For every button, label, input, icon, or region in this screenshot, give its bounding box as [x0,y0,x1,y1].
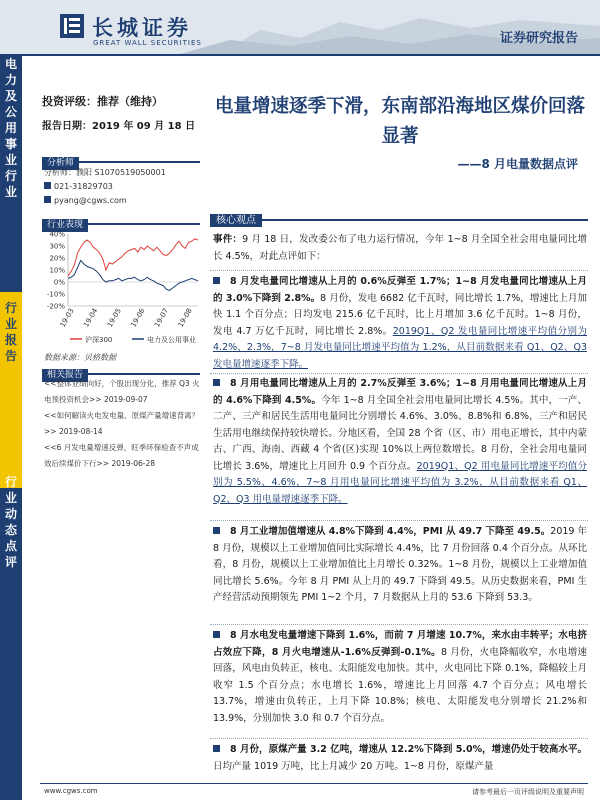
report-header [0,0,600,54]
x-tick-label: 19-08 [176,307,194,329]
para-text: 9 月 18 日，发改委公布了电力运行情况，今年 1~8 月全国全社会用电量同比增长 4.5%，对此点评如下： [213,234,587,262]
para-underline: 2019Q1、Q2 发电量同比增速平均值分别为 4.2%、2.3%，7~8 月发电量同比增速平均值为 1.2%，从目前数据来看 Q1、Q2、Q3 发电量增速逐季下降。 [213,325,587,370]
bullet-icon [213,379,220,386]
section-divider [210,373,588,374]
email-icon [44,196,51,203]
y-tick-label: -10% [46,290,65,299]
series-line-hs300 [68,239,198,276]
related-header-label: 相关报告 [42,369,88,382]
para-bold: 8 月发电量同比增速从上月的 0.6%反弹至 1.7%；1~8 月发电量同比增速从上月的 3.0%下降到 2.8%。 [213,276,587,304]
y-tick-label: 0% [53,278,65,287]
para-bold: 8 月工业增加值增速从 4.8%下降到 4.4%，PMI 从 49.7 下降至 49.5。 [230,526,551,537]
para-text: 日均产量 1019 万吨，比上月减少 20 万吨。1~8 月份，原煤产量 [213,760,494,772]
section-divider [210,738,588,739]
section-divider [210,520,588,521]
page-footer [0,780,600,800]
x-tick-label: 19-04 [82,307,100,329]
y-tick-label: 20% [49,254,65,263]
analyst-header-label: 分析师 [42,157,79,170]
data-source: 数据来源：贝格数据 [44,353,116,362]
core-view-label: 核心观点 [210,214,262,227]
legend-label: 电力及公用事业 [147,336,196,344]
para-text: 今年 1~8 月全国全社会用电量同比增长 4.5%。其中，一产、二产、三产和居民生活用电量同比分别增长 4.6%、3.0%、8.8%和 6.8%，三产和居民生活用电继续保持较快增长。分地区看，全国 28 个省（区、市）用电正增长，其中内蒙古、广西、海南、西藏 4 个省(区)实现 10%以上两位数增长。8 月份，全社会用电量同比增长 3.6%，增速比上月回升 0.9 个百分点。 [213,394,587,472]
legend-label: 沪深300 [85,336,113,344]
generation-paragraph [213,274,587,373]
analyst-section-header [42,150,200,168]
related-report-item[interactable]: <<整体业绩向好，个股出现分化，推荐 Q3 火电预投资机会>> 2019-09-07 [44,379,200,404]
y-tick-label: 30% [49,242,65,251]
report-type-label: 行业动态点评 [4,475,17,569]
analyst-phone: 021-31829703 [54,182,113,191]
report-type: 证券研究报告 [499,31,578,46]
footer-website[interactable]: www.cgws.com [44,787,98,795]
report-date: 报告日期：2019 年 09 月 18 日 [42,121,196,132]
industry-label: 电力及公用事业行业 [4,57,17,199]
footer-disclaimer: 请参考最后一页评级说明及重要声明 [472,788,584,796]
y-tick-label: 10% [49,266,65,275]
series-line-utilities [68,260,198,290]
section-divider [210,270,588,271]
report-title: 电量增速逐季下滑，东南部沿海地区煤价回落显著 [214,96,585,147]
para-text: 8 月份，火电降幅收窄，水电增速回落，风电由负转正，核电、太阳能发电加快。其中，火电同比下降 0.1%，降幅较上月收窄 1.5 个百分点；水电增长 1.6%，增速比上月回落 4.7 个百分点；风电增长 13.7%，增速由负转正，上月下降 10.8%；核电、太阳能发电分别增长 21.2%和 13.9%，分别加快 3.0 和 0.7 个百分点。 [213,646,587,724]
trend-section-header [42,212,200,230]
industry-performance-chart [40,228,202,350]
side-vertical-bar [0,56,22,800]
analyst-phone-row [44,180,166,194]
bullet-icon [213,277,220,284]
consumption-paragraph [213,376,587,508]
category-label: 行业报告 [4,301,17,363]
phone-icon [44,182,51,189]
x-tick-label: 19-07 [153,307,171,329]
section-divider [210,624,588,625]
para-bold: 8 月份，原煤产量 3.2 亿吨，增速从 12.2%下降到 5.0%，增速仍处于较高水平。 [230,744,587,755]
analyst-name: 分析师：濮阳 S1070519050001 [44,168,166,177]
company-name-en: GREAT WALL SECURITIES [93,39,202,47]
para-bold: 8 月水电发电量增速下降到 1.6%，而前 7 月增速 10.7%，来水由丰转平；水电挤占效应下降，8 月火电增速从-1.6%反弹到-0.1%。 [213,630,587,658]
header-divider [0,54,600,56]
analyst-info [44,166,166,208]
investment-rating: 投资评级：推荐（维持） [42,95,163,108]
industrial-paragraph [213,524,587,607]
company-logo-icon [60,14,84,38]
company-name-cn: 长城证券 [92,15,192,40]
para-bold: 8 月用电量同比增速从上月的 2.7%反弹至 3.6%；1~8 月用电量同比增速从上月的 4.6%下降到 4.5%。 [213,378,587,406]
para-text: 2019 年 8 月份，规模以上工业增加值同比实际增长 4.4%，比 7 月份回落 0.4 个百分点。从环比看，8 月份，规模以上工业增加值比上月增长 0.32%。1~8 月份，规模以上工业增加值同比增长 5.6%。今年 8 月 PMI 从上月的 49.7 下降到 49.5。从历史数据来看，PMI 生产经营活动预期领先 PMI 1~2 个月，7 月数据从上月的 53.6 下降到 53.3。 [213,526,587,603]
related-reports-list [44,376,200,472]
y-tick-label: 40% [49,230,65,239]
footer-divider [40,783,588,784]
x-tick-label: 19-06 [129,307,147,329]
analyst-email[interactable]: pyang@cgws.com [54,196,127,205]
para-text: 8 月份，发电 6682 亿千瓦时，同比增长 1.7%，增速比上月加快 1.1 个百分点；日均发电 215.6 亿千瓦时，比上月增加 3.6 亿千瓦时。1~8 月份，发电 4.7 万亿千瓦时，同比增长 2.8%。 [213,292,588,337]
event-paragraph [213,232,587,265]
coal-paragraph [213,742,587,775]
trend-header-label: 行业表现 [42,219,88,232]
bullet-icon [213,527,220,534]
related-report-item[interactable]: <<6 月发电量增速反弹，旺季环保检查不声成效后续煤价下行>> 2019-06-28 [44,443,199,468]
report-subtitle: ——8 月电量数据点评 [457,157,578,171]
hydro-paragraph [213,628,587,727]
y-tick-label: -20% [46,302,65,311]
bullet-icon [213,745,220,752]
analyst-email-row [44,194,166,208]
x-tick-label: 19-05 [105,307,123,329]
related-report-item[interactable]: <<如何解读火电发电量、原煤产量增速背离？>> 2019-08-14 [44,411,200,436]
related-reports-header [42,362,200,380]
bullet-icon [213,631,220,638]
para-underline: 2019Q1、Q2 用电量同比增速平均值分别为 5.5%、4.6%，7~8 月用电量同比增速平均值为 3.2%，从目前数据来看 Q1、Q2、Q3 用电量增速逐季下降。 [213,460,587,505]
core-view-header [210,208,588,226]
x-tick-label: 19-03 [58,307,76,329]
para-bold: 事件： [213,234,243,245]
